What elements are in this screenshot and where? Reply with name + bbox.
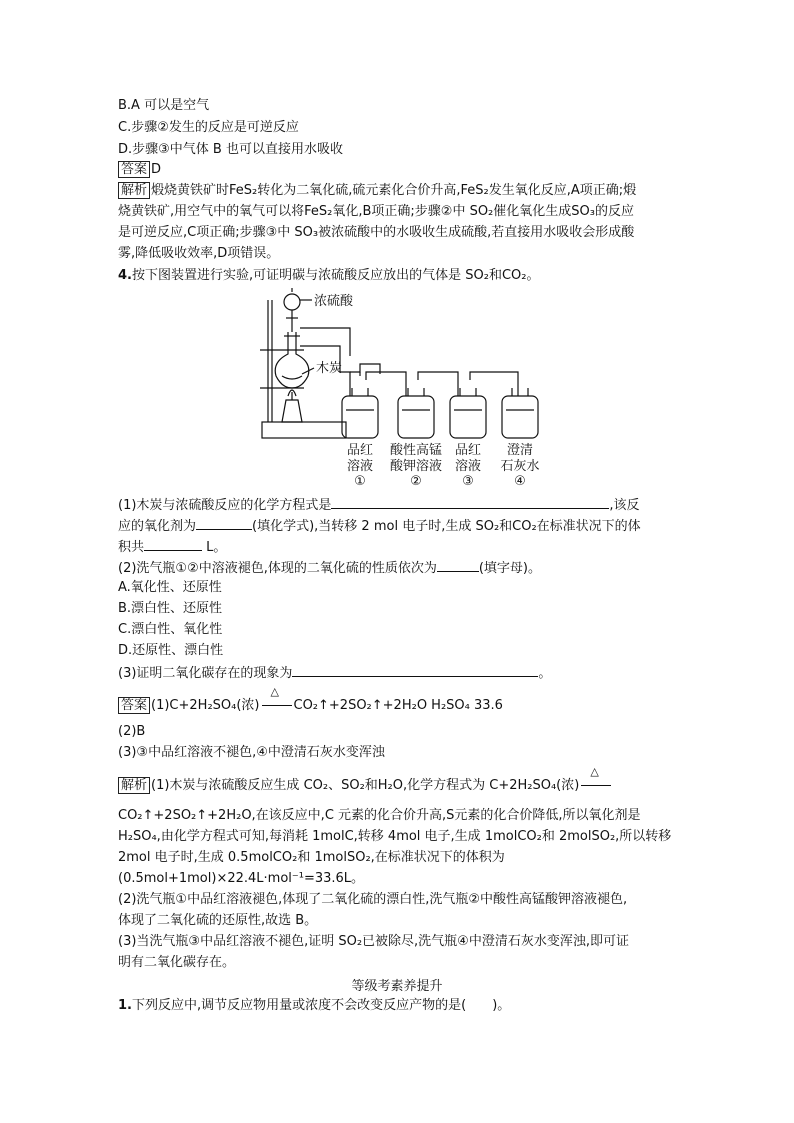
wash-bottle-4: [502, 388, 538, 438]
bottle-3-number: ③: [462, 474, 474, 488]
blank-oxidant: [196, 515, 252, 530]
analysis-line-9: 明有二氧化碳存在。: [118, 955, 236, 970]
section-title: 等级考素养提升: [351, 979, 443, 994]
subquestion-3: (3)证明二氧化碳存在的现象为 。: [118, 662, 551, 683]
answer-line-1: 答案 (1)C+2H₂SO₄(浓) △ CO₂↑+2SO₂↑+2H₂O H₂SO₄ 33.6: [118, 696, 503, 715]
analysis-line-7: 体现了二氧化硫的还原性,故选 B。: [118, 913, 318, 928]
choice-c: C.漂白性、氧化性: [118, 622, 223, 637]
wash-bottle-2: [398, 388, 434, 438]
analysis-line-5: (0.5mol+1mol)×22.4L·mol⁻¹=33.6L。: [118, 871, 365, 886]
prev-analysis-line-4: 雾,降低吸收效率,D项错误。: [118, 246, 280, 261]
answer-tag: 答案: [118, 161, 150, 178]
analysis-line-1: 解析 (1)木炭与浓硫酸反应生成 CO₂、SO₂和H₂O,化学方程式为 C+2H₂SO₄(浓) △: [118, 776, 613, 795]
heating-sign-2: △: [581, 776, 611, 795]
subquestion-1-line-2: 应的氧化剂为 (填化学式),当转移 2 mol 电子时,生成 SO₂和CO₂在标准状况下的体: [118, 515, 641, 536]
label-concentrated-acid: 浓硫酸: [314, 294, 354, 309]
bottle-4-label-1: 澄清: [506, 443, 534, 458]
apparatus-figure: [256, 288, 556, 488]
analysis-line-2: CO₂↑+2SO₂↑+2H₂O,在该反应中,C 元素的化合价升高,S元素的化合价降低,所以氧化剂是: [118, 808, 641, 823]
bottle-4-number: ④: [514, 474, 526, 488]
label-charcoal: 木炭: [316, 361, 343, 376]
analysis-line-3: H₂SO₄,由化学方程式可知,每消耗 1molC,转移 4mol 电子,生成 1molCO₂和 2molSO₂,所以转移: [118, 829, 672, 844]
choice-a: A.氧化性、还原性: [118, 580, 222, 595]
subquestion-1-line-3: 积共 L。: [118, 536, 226, 557]
blank-volume: [144, 536, 202, 551]
option-d: D.步骤③中气体 B 也可以直接用水吸收: [118, 142, 343, 157]
analysis-tag-2: 解析: [118, 777, 150, 794]
bottle-3-label-1: 品红: [454, 443, 482, 458]
bottle-3-label-2: 溶液: [454, 459, 482, 474]
answer-line-2: (2)B: [118, 724, 146, 739]
prev-answer-value: D: [151, 162, 162, 177]
blank-equation: [331, 494, 609, 509]
bottle-4-label-2: 石灰水: [500, 459, 540, 474]
alcohol-lamp: [282, 400, 302, 422]
question-4-stem: 4.按下图装置进行实验,可证明碳与浓硫酸反应放出的气体是 SO₂和CO₂。: [118, 268, 540, 283]
bottle-2-number: ②: [410, 474, 422, 488]
bottle-2-label-2: 酸钾溶液: [389, 459, 443, 474]
analysis-tag: 解析: [118, 182, 150, 199]
prev-analysis-line-2: 烧黄铁矿,用空气中的氧气可以将FeS₂氧化,B项正确;步骤②中 SO₂催化氧化生成SO₃的反应: [118, 204, 634, 219]
stand-base: [262, 422, 346, 438]
analysis-line-8: (3)当洗气瓶③中品红溶液不褪色,证明 SO₂已被除尽,洗气瓶④中澄清石灰水变浑浊,即可证: [118, 934, 629, 949]
next-question-number: 1.: [118, 998, 132, 1013]
answer-line-3: (3)③中品红溶液不褪色,④中澄清石灰水变浑浊: [118, 745, 385, 760]
analysis-line-6: (2)洗气瓶①中品红溶液褪色,体现了二氧化硫的漂白性,洗气瓶②中酸性高锰酸钾溶液褪色,: [118, 892, 628, 907]
choice-b: B.漂白性、还原性: [118, 601, 223, 616]
bottle-2-label-1: 酸性高锰: [389, 443, 443, 458]
subquestion-1-line-1: (1)木炭与浓硫酸反应的化学方程式是 ,该反: [118, 494, 640, 515]
blank-phenomenon: [292, 662, 538, 677]
wash-bottle-3: [450, 388, 486, 438]
question-number: 4.: [118, 268, 132, 283]
prev-analysis-line-3: 是可逆反应,C项正确;步骤③中 SO₃被浓硫酸中的水吸收生成硫酸,若直接用水吸收会形成酸: [118, 225, 635, 240]
choice-d: D.还原性、漂白性: [118, 643, 224, 658]
separatory-funnel: [284, 294, 300, 310]
bottle-1-label-1: 品红: [346, 443, 374, 458]
prev-answer-line: [118, 160, 161, 179]
analysis-line-4: 2mol 电子时,生成 0.5molCO₂和 1molSO₂,在标准状况下的体积为: [118, 850, 505, 865]
answer-tag-2: 答案: [118, 697, 150, 714]
bottle-1-label-2: 溶液: [346, 459, 374, 474]
option-b: B.A 可以是空气: [118, 98, 210, 113]
heating-sign: △: [262, 696, 292, 715]
wash-bottle-1: [342, 388, 378, 438]
next-question: 1.下列反应中,调节反应物用量或浓度不会改变反应产物的是( )。: [118, 998, 511, 1013]
prev-analysis-line-1: 解析 煅烧黄铁矿时FeS₂转化为二氧化硫,硫元素化合价升高,FeS₂发生氧化反应,A项正确;煅: [118, 181, 636, 200]
option-c: C.步骤②发生的反应是可逆反应: [118, 120, 299, 135]
subquestion-2: (2)洗气瓶①②中溶液褪色,体现的二氧化硫的性质依次为 (填字母)。: [118, 557, 541, 578]
blank-letter: [437, 557, 479, 572]
bottle-1-number: ①: [354, 474, 366, 488]
